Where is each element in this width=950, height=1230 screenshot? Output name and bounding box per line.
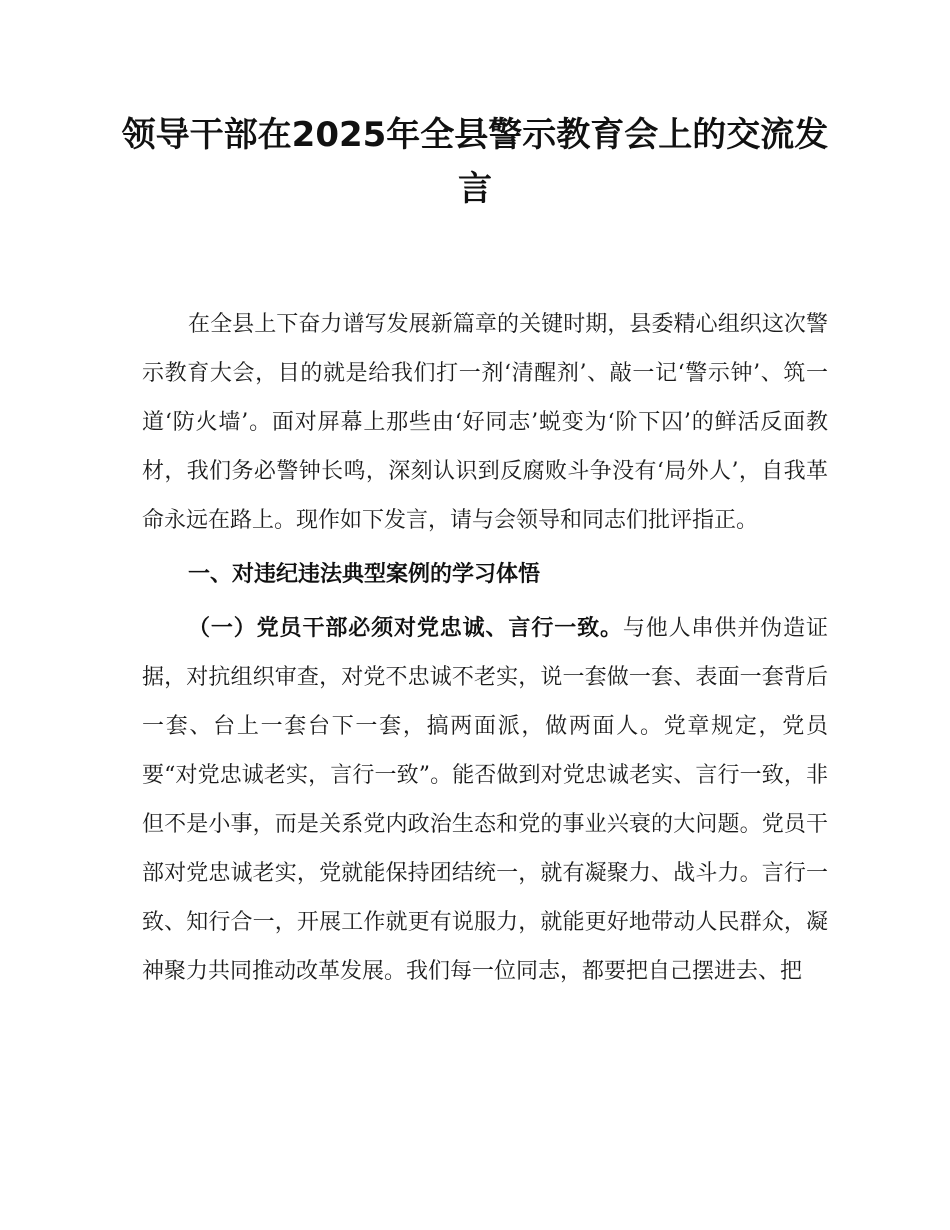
document-title: 领导干部在2025年全县警示教育会上的交流发言	[121, 115, 829, 209]
subsection-lead: （一）党员干部必须对党忠诚、言行一致。	[188, 616, 623, 641]
intro-paragraph: 在全县上下奋力谱写发展新篇章的关键时期，县委精心组织这次警示教育大会，目的就是给我们打一剂‘清醒剂’、敲一记‘警示钟’、筑一道‘防火墙’。面对屏幕上那些由‘好同志’蜕变为‘阶下囚’的鲜活反面教材，我们务必警钟长鸣，深刻认识到反腐败斗争没有‘局外人’，自我革命永远在路上。现作如下发言，请与会领导和同志们批评指正。	[142, 312, 828, 533]
document-body	[142, 300, 828, 996]
section-heading: 一、对违纪违法典型案例的学习体悟	[188, 562, 541, 587]
subsection-text: 与他人串供并伪造证据，对抗组织审查，对党不忠诚不老实，说一套做一套、表面一套背后一套、台上一套台下一套，搞两面派，做两面人。党章规定，党员要“对党忠诚老实，言行一致”。能否做到对党忠诚老实、言行一致，非但不是小事，而是关系党内政治生态和党的事业兴衰的大问题。党员干部对党忠诚老实，党就能保持团结统一，就有凝聚力、战斗力。言行一致、知行合一，开展工作就更有说服力，就能更好地带动人民群众，凝神聚力共同推动改革发展。我们每一位同志，都要把自己摆进去、把	[142, 616, 828, 984]
subsection-paragraph	[142, 604, 828, 996]
